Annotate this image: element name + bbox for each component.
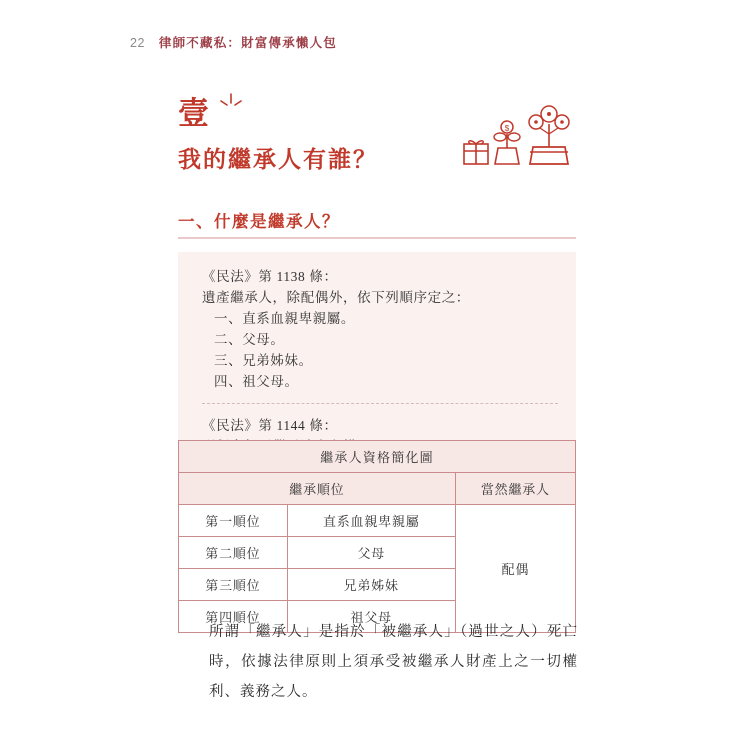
heir-qualification-table-wrapper [178, 440, 576, 633]
law-article-1-title: 《民法》第 1138 條： [202, 269, 338, 284]
law-box-divider [202, 403, 558, 404]
table-caption-row [179, 441, 576, 473]
page-number: 22 [130, 36, 145, 50]
table-header-natural-heir: 當然繼承人 [455, 473, 575, 505]
law-article-1-lead: 遺產繼承人，除配偶外，依下列順序定之： [202, 290, 470, 305]
chapter-number-block [178, 98, 211, 129]
law-article-1-item-4: 四、祖父母。 [214, 374, 299, 389]
svg-text:$: $ [504, 124, 510, 133]
plants-and-gift-illustration [462, 100, 572, 172]
law-article-1-item-3: 三、兄弟姊妹。 [214, 353, 313, 368]
rank-1-desc: 直系血親卑親屬 [287, 505, 455, 537]
law-article-2-title: 《民法》第 1144 條： [202, 418, 338, 433]
money-plant-icon [494, 121, 520, 164]
body-paragraph [178, 617, 578, 707]
body-paragraph-text: 所謂「繼承人」是指於「被繼承人」（過世之人）死亡時，依據法律原則上須承受被繼承人財產上之一切權利、義務之人。 [209, 624, 578, 700]
rank-3-desc: 兄弟姊妹 [287, 569, 455, 601]
law-article-1-item-2: 二、父母。 [214, 332, 285, 347]
table-caption: 繼承人資格簡化圖 [179, 441, 576, 473]
table-row [179, 505, 576, 537]
rank-2: 第二順位 [179, 537, 288, 569]
table-header-row [179, 473, 576, 505]
rank-1: 第一順位 [179, 505, 288, 537]
rank-4-desc: 祖父母 [287, 601, 455, 633]
book-title: 律師不藏私：財富傳承懶人包 [158, 36, 338, 50]
sparkle-icon [218, 92, 244, 118]
chapter-title: 我的繼承人有誰？ [178, 146, 378, 172]
gift-icon [464, 141, 488, 164]
table-header-order: 繼承順位 [179, 473, 456, 505]
law-article-1-item-1: 一、直系血親卑親屬。 [214, 311, 355, 326]
section-heading: 一、什麼是繼承人？ [178, 213, 340, 231]
running-header [130, 33, 337, 51]
spouse-cell: 配偶 [455, 505, 575, 633]
section-divider [178, 237, 576, 239]
rank-4: 第四順位 [179, 601, 288, 633]
law-quote-box [178, 252, 576, 471]
rank-2-desc: 父母 [287, 537, 455, 569]
heir-qualification-table [178, 440, 576, 633]
rank-3: 第三順位 [179, 569, 288, 601]
tree-pot-icon [529, 106, 569, 164]
chapter-number: 壹 [178, 96, 211, 131]
